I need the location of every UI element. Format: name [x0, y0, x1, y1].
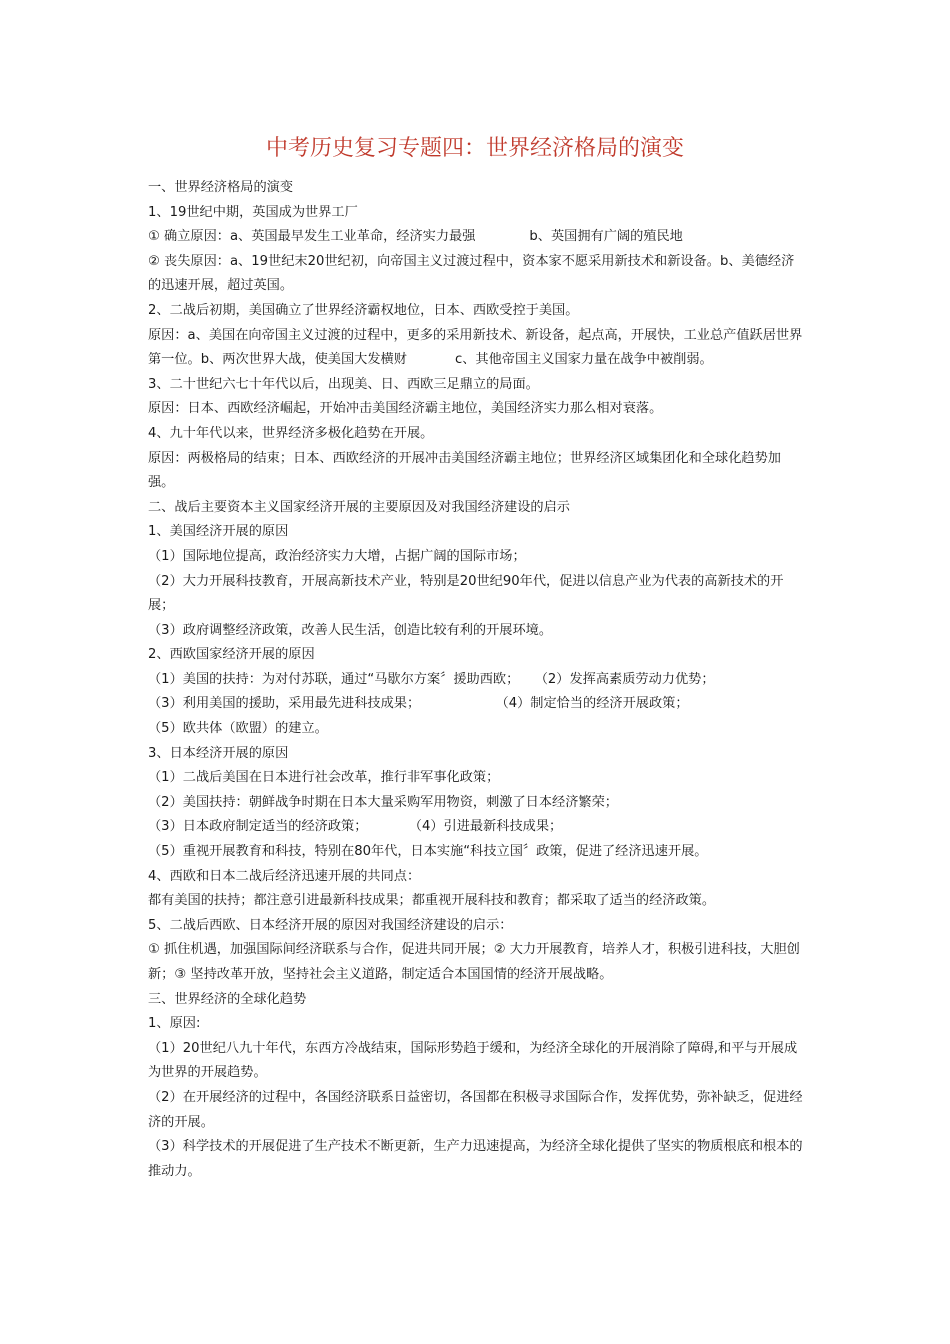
- text-segment: （3）利用美国的援助，采用最先进科技成果；: [148, 696, 421, 712]
- paragraph: 1、原因:: [148, 1016, 201, 1032]
- paragraph: 4、西欧和日本二战后经济迅速开展的共同点：: [148, 868, 421, 884]
- paragraph-pair: [148, 324, 803, 373]
- paragraph: 原因：日本、西欧经济崛起，开始冲击美国经济霸主地位，美国经济实力那么相对衰落。: [148, 401, 663, 417]
- paragraph: 1、美国经济开展的原因: [148, 524, 289, 540]
- text-segment: （4）引进最新科技成果；: [415, 819, 563, 835]
- paragraph: （5）欧共体（欧盟）的建立。: [148, 721, 328, 737]
- paragraph: 5、二战后西欧、日本经济开展的原因对我国经济建设的启示：: [148, 917, 513, 933]
- paragraph: 原因：两极格局的结束；日本、西欧经济的开展冲击美国经济霸主地位；世界经济区域集团化和全球化趋势加强。: [148, 450, 781, 491]
- paragraph: 3、二十世纪六七十年代以后，出现美、日、西欧三足鼎立的局面。: [148, 376, 539, 392]
- paragraph: 2、二战后初期，美国确立了世界经济霸权地位，日本、西欧受控于美国。: [148, 302, 579, 318]
- paragraph: （5）重视开展教育和科技，特别在80年代，日本实施“科技立国〞政策，促进了经济迅速开展。: [148, 844, 708, 860]
- text-segment: （1）美国的扶持：为对付苏联，通过“马歇尔方案〞援助西欧；: [148, 671, 520, 687]
- paragraph: 1、19世纪中期，英国成为世界工厂: [148, 204, 358, 220]
- paragraph: 都有美国的扶持；都注意引进最新科技成果；都重视开展科技和教育；都采取了适当的经济政策。: [148, 893, 716, 909]
- page-title: 中考历史复习专题四：世界经济格局的演变: [265, 136, 684, 161]
- text-segment: b、英国拥有广阔的殖民地: [529, 229, 683, 245]
- paragraph: ① 抓住机遇，加强国际间经济联系与合作，促进共同开展；② 大力开展教育，培养人才，积极引进科技，大胆创新；③ 坚持改革开放，坚持社会主义道路，制定适合本国国情的经济开展战略。: [148, 942, 800, 982]
- text-segment: （4）制定恰当的经济开展政策；: [502, 696, 689, 712]
- paragraph: 2、西欧国家经济开展的原因: [148, 647, 315, 663]
- text-segment: （2）发挥高素质劳动力优势；: [541, 671, 715, 687]
- document-body: [148, 176, 803, 1184]
- text-segment: ① 确立原因：a、英国最早发生工业革命，经济实力最强: [148, 229, 476, 245]
- text-segment: （3）日本政府制定适当的经济政策；: [148, 819, 368, 835]
- paragraph-pair: [148, 225, 803, 250]
- paragraph: （2）美国扶持：朝鲜战争时期在日本大量采购军用物资，刺激了日本经济繁荣；: [148, 794, 618, 810]
- paragraph: （3）政府调整经济政策，改善人民生活，创造比较有利的开展环境。: [148, 622, 553, 638]
- paragraph: （1）国际地位提高，政治经济实力大增，占据广阔的国际市场；: [148, 548, 526, 564]
- section-heading: 三、世界经济的全球化趋势: [148, 991, 307, 1007]
- paragraph: 3、日本经济开展的原因: [148, 745, 289, 761]
- paragraph: （2）在开展经济的过程中，各国经济联系日益密切，各国都在积极寻求国际合作，发挥优势，弥补缺乏，促进经济的开展。: [148, 1089, 803, 1130]
- paragraph: （1）20世纪八九十年代，东西方冷战结束，国际形势趋于缓和，为经济全球化的开展消除了障碍,和平与开展成为世界的开展趋势。: [148, 1040, 798, 1081]
- paragraph: （1）二战后美国在日本进行社会改革，推行非军事化政策；: [148, 770, 500, 786]
- paragraph-pair: [148, 692, 803, 717]
- paragraph: 4、九十年代以来，世界经济多极化趋势在开展。: [148, 425, 434, 441]
- paragraph: （3）科学技术的开展促进了生产技术不断更新，生产力迅速提高，为经济全球化提供了坚实的物质根底和根本的推动力。: [148, 1139, 803, 1179]
- section-heading: 二、战后主要资本主义国家经济开展的主要原因及对我国经济建设的启示: [148, 499, 570, 515]
- section-heading: 一、世界经济格局的演变: [148, 180, 294, 195]
- paragraph-pair: [148, 668, 803, 693]
- text-segment: 原因：a、美国在向帝国主义过渡的过程中，更多的采用新技术、新设备，起点高，开展快，工业总产值跃居世界第一位。b、两次世界大战，使美国大发横财: [148, 327, 803, 368]
- paragraph-pair: [148, 815, 803, 840]
- text-segment: c、其他帝国主义国家力量在战争中被削弱。: [454, 352, 713, 368]
- paragraph: ② 丧失原因：a、19世纪末20世纪初，向帝国主义过渡过程中，资本家不愿采用新技术和新设备。b、美德经济的迅速开展，超过英国。: [148, 253, 795, 294]
- paragraph: （2）大力开展科技教育，开展高新技术产业，特别是20世纪90年代，促进以信息产业为代表的高新技术的开展；: [148, 573, 784, 614]
